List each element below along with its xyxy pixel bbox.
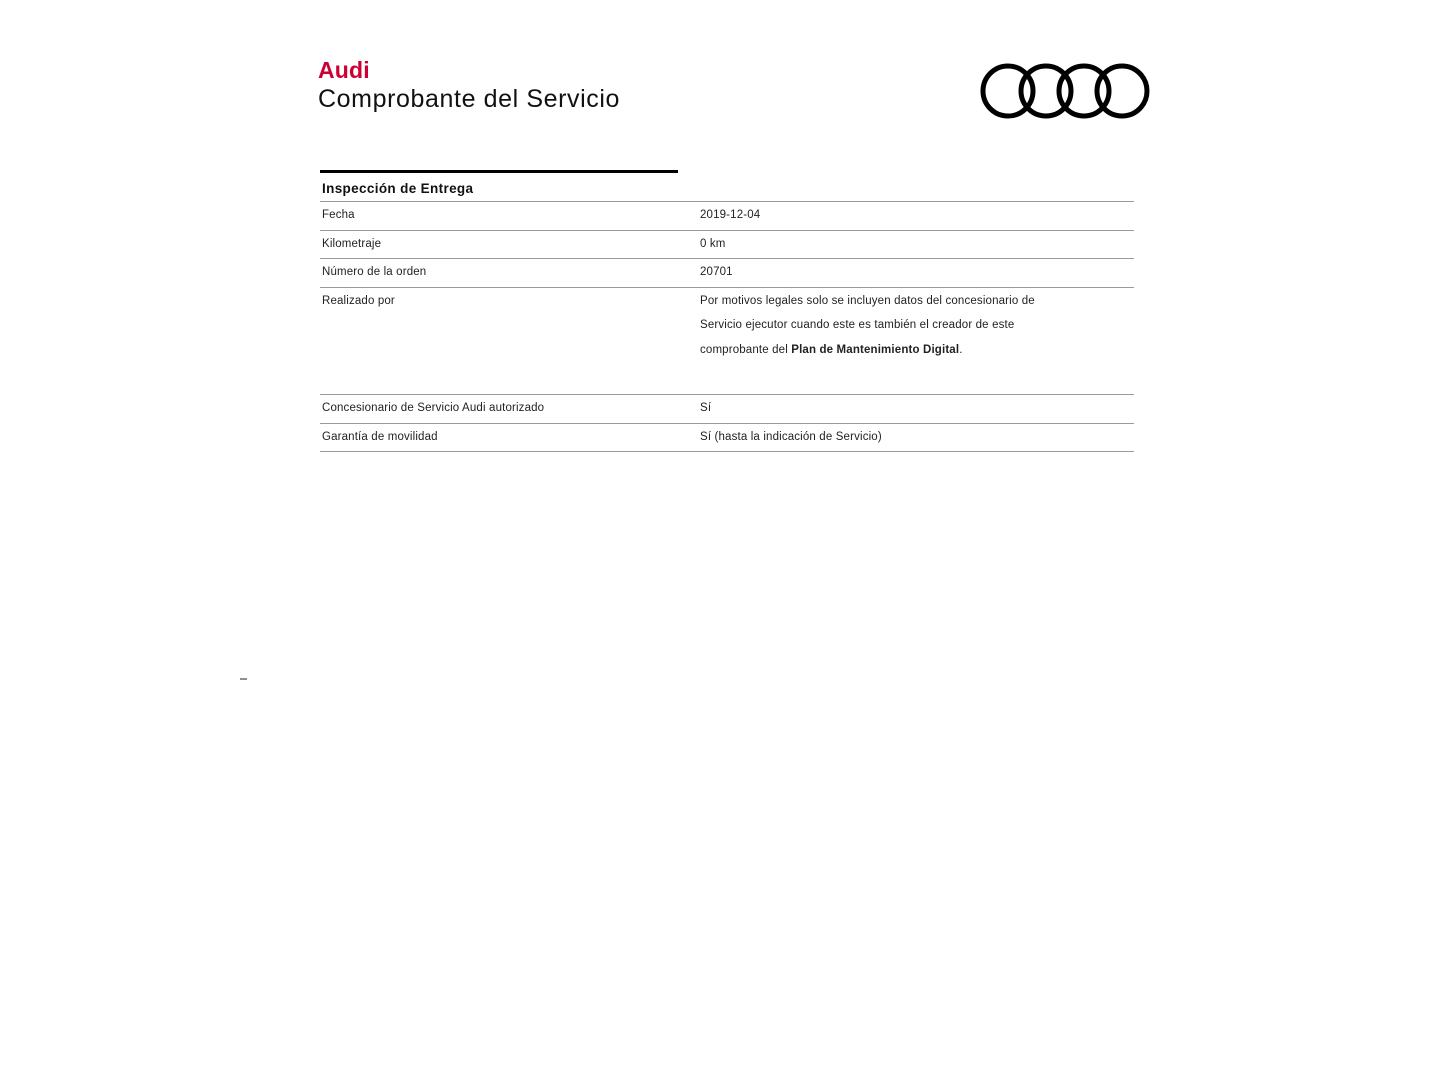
row-label: Número de la orden (320, 259, 698, 288)
audi-four-rings-logo (980, 60, 1152, 122)
row-value: 2019-12-04 (698, 202, 1134, 231)
table-row (320, 395, 1134, 424)
table-row (320, 259, 1134, 288)
table-row (320, 230, 1134, 259)
row-label: Garantía de movilidad (320, 423, 698, 452)
audi-brand-wordmark: Audi (318, 57, 370, 83)
table-row-performed-by (320, 287, 1134, 364)
page-title: Comprobante del Servicio (318, 85, 621, 114)
scan-artifact-mark (240, 678, 247, 680)
inspection-section (320, 170, 1130, 464)
performed-by-line-3-suffix: . (959, 343, 963, 356)
row-label: Concesionario de Servicio Audi autorizado (320, 395, 698, 424)
table-bottom-rule-row (320, 452, 1134, 465)
performed-by-line-3-prefix: comprobante del (700, 343, 792, 356)
row-value: 20701 (698, 259, 1134, 288)
spacer-cell-right (698, 364, 1134, 395)
row-value: 0 km (698, 230, 1134, 259)
performed-by-line-3 (700, 343, 1134, 359)
table-row (320, 423, 1134, 452)
row-value (698, 287, 1134, 364)
table-row (320, 202, 1134, 231)
performed-by-line-3-emphasis: Plan de Mantenimiento Digital (791, 343, 960, 356)
table-spacer-row (320, 364, 1134, 395)
row-value: Sí (698, 395, 1134, 424)
spacer-cell-left (320, 364, 698, 395)
row-label: Realizado por (320, 287, 698, 364)
row-label: Fecha (320, 202, 698, 231)
row-value: Sí (hasta la indicación de Servicio) (698, 423, 1134, 452)
performed-by-line-2: Servicio ejecutor cuando este es también el creador de este (700, 319, 1015, 332)
section-title: Inspección de Entrega (322, 181, 474, 196)
bottom-rule-left (320, 452, 698, 465)
row-label: Kilometraje (320, 230, 698, 259)
performed-by-line-1: Por motivos legales solo se incluyen datos del concesionario de (700, 294, 1035, 307)
inspection-table (320, 201, 1134, 464)
bottom-rule-right (698, 452, 1134, 465)
